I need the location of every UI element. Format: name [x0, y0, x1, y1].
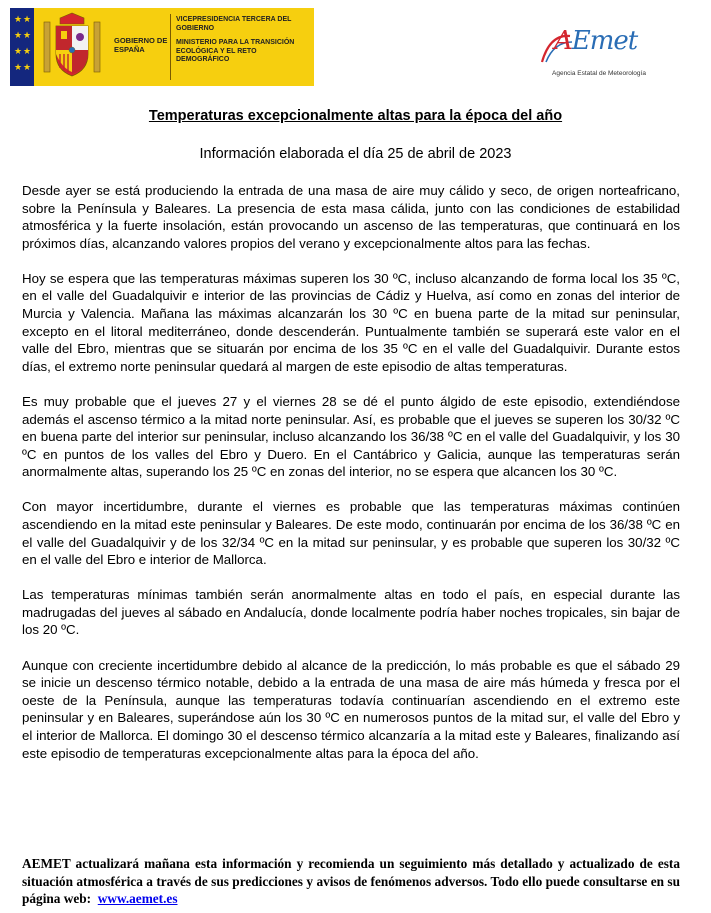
aemet-website-link[interactable]: www.aemet.es	[97, 891, 178, 907]
aemet-wordmark: AEmet	[554, 26, 638, 56]
aemet-logo	[536, 26, 666, 82]
footer-text: AEMET actualizará mañana esta información y recomienda un seguimiento más detallado y actualizado de esta situación atmosférica a través de sus predicciones y avisos de fenómenos adversos. Todo ello puede consultarse en su página web:	[22, 856, 680, 907]
document-date: Información elaborada el día 25 de abril de 2023	[199, 146, 512, 162]
government-name: GOBIERNO DE ESPAÑA	[114, 36, 168, 54]
coat-of-arms-icon	[40, 12, 104, 82]
ministry-label: MINISTERIO PARA LA TRANSICIÓN ECOLÓGICA Y EL RETO DEMOGRÁFICO	[176, 39, 295, 63]
page-header	[0, 0, 711, 95]
paragraph: Aunque con creciente incertidumbre debido al alcance de la predicción, lo más probable es que el sábado 29 se inicie un descenso térmico notable, debido a la entrada de una masa de aire más húmeda y fresca por el oeste de la Península, aunque las temperaturas todavía continuarían ascendiendo en el extremo este peninsular y en Baleares, superándose aún los 30 ºC en numerosos puntos de la mitad sur, el valle del Ebro y el interior de Mallorca. El domingo 30 el descenso térmico alcanzaría a la mitad este y Baleares, finalizando así este episodio de temperaturas excepcionalmente altas para la época del año.	[22, 657, 680, 761]
footer-notice	[22, 855, 680, 908]
paragraph: Las temperaturas mínimas también serán anormalmente altas en todo el país, en especial durante las madrugadas del jueves al sábado en Andalucía, donde localmente podría haber noches tropicales, sin bajar de los 20 ºC.	[22, 587, 680, 638]
paragraph: Con mayor incertidumbre, durante el viernes es probable que las temperaturas máximas continúen ascendiendo en la mitad este peninsular y Baleares. De este modo, continuarán por encima de los 36/38 ºC en el valle del Guadalquivir y de los 32/34 ºC en la mitad sur peninsular, y es probable que superen los 30/32 ºC en el valle del Ebro e interior de Mallorca.	[22, 499, 680, 568]
government-logo-block	[10, 8, 314, 86]
ministry-block	[176, 16, 310, 65]
vicepresidency-label: VICEPRESIDENCIA TERCERA DEL GOBIERNO	[176, 16, 292, 32]
paragraph: Desde ayer se está produciendo la entrada de una masa de aire muy cálido y seco, de origen norteafricano, sobre la Península y Baleares. La presencia de esta masa cálida, junto con las condiciones de estabilidad atmosférica y la fuerte insolación, están provocando un ascenso de las temperaturas, que continuará en los próximos días, alcanzando valores propios del verano y excepcionalmente altos para las fechas.	[22, 183, 680, 251]
document-title: Temperaturas excepcionalmente altas para la época del año	[148, 108, 563, 124]
eu-flag-icon: ★ ★ ★ ★ ★ ★ ★ ★	[10, 8, 34, 86]
document-body	[22, 182, 680, 780]
paragraph: Hoy se espera que las temperaturas máximas superen los 30 ºC, incluso alcanzando de forma local los 35 ºC, en el valle del Guadalquivir e interior de las provincias de Cádiz y Huelva, así como en zonas del interior de Murcia y Valencia. Mañana las máximas alcanzarán los 30 ºC en buena parte de la mitad sur peninsular, excepto en el litoral mediterráneo, donde descenderán. Puntualmente también se superará este valor en el valle del Ebro, mientras que se situarán por encima de los 35 ºC en el valle del Guadalquivir. Durante estos días, el extremo norte peninsular quedará al margen de este episodio de altas temperaturas.	[22, 270, 680, 374]
paragraph: Es muy probable que el jueves 27 y el viernes 28 se dé el punto álgido de este episodio, extendiéndose además el ascenso térmico a la mitad norte peninsular. Así, es probable que el jueves se superen los 30/32 ºC en buena parte del interior sur peninsular, incluso alcanzando los 36/38 ºC en el valle del Guadalquivir, y los 30 ºC en puntos de los valles del Ebro y Duero. En el Cantábrico y Galicia, aunque las temperaturas serán anormalmente altas, superando los 25 ºC en zonas del interior, no se espera que alcancen los 30 ºC.	[22, 393, 680, 480]
logo-divider	[170, 14, 171, 80]
aemet-subtitle: Agencia Estatal de Meteorología	[552, 70, 646, 77]
